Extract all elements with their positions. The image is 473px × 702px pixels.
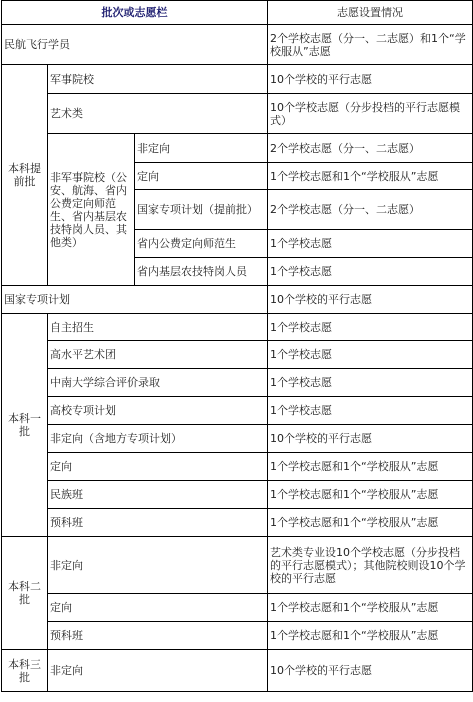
row-setting: 10个学校的平行志愿 — [268, 286, 473, 314]
volunteer-settings-table — [1, 0, 473, 692]
row-setting: 2个学校志愿（分一、二志愿） — [268, 190, 473, 230]
group-label-benke-er: 本科二批 — [2, 537, 48, 650]
table-row — [2, 594, 473, 622]
row-setting: 1个学校志愿和1个“学校服从”志愿 — [268, 509, 473, 537]
row-setting: 1个学校志愿和1个“学校服从”志愿 — [268, 594, 473, 622]
table-row — [2, 622, 473, 650]
row-label: 民航飞行学员 — [2, 25, 268, 65]
row-setting: 1个学校志愿 — [268, 369, 473, 397]
header-setting-column: 志愿设置情况 — [268, 1, 473, 25]
row-setting: 1个学校志愿和1个“学校服从”志愿 — [268, 163, 473, 190]
row-setting: 1个学校志愿 — [268, 397, 473, 425]
row-label: 自主招生 — [48, 314, 268, 341]
row-setting: 10个学校的平行志愿 — [268, 65, 473, 94]
table-row — [2, 25, 473, 65]
table-row — [2, 397, 473, 425]
table-row — [2, 94, 473, 134]
row-setting: 1个学校志愿 — [268, 230, 473, 258]
row-label: 军事院校 — [48, 65, 268, 94]
subgroup-label-feijunshi: 非军事院校（公安、航海、省内公费定向师范生、省内基层农技特岗人员、其他类） — [48, 134, 135, 286]
row-label: 定向 — [48, 453, 268, 481]
row-setting: 1个学校志愿和1个“学校服从”志愿 — [268, 622, 473, 650]
row-label: 省内公费定向师范生 — [135, 230, 268, 258]
row-setting: 艺术类专业设10个学校志愿（分步投档的平行志愿模式）；其他院校则设10个学校的平行志愿 — [268, 537, 473, 594]
row-setting: 1个学校志愿 — [268, 341, 473, 369]
row-label: 中南大学综合评价录取 — [48, 369, 268, 397]
group-label-benke-san: 本科三批 — [2, 650, 48, 692]
row-setting: 1个学校志愿和1个“学校服从”志愿 — [268, 453, 473, 481]
row-setting: 2个学校志愿（分一、二志愿）和1个“学校服从”志愿 — [268, 25, 473, 65]
table-row — [2, 369, 473, 397]
row-label: 非定向（含地方专项计划） — [48, 425, 268, 453]
row-label: 定向 — [48, 594, 268, 622]
table-row — [2, 509, 473, 537]
table-row — [2, 481, 473, 509]
row-setting: 10个学校的平行志愿 — [268, 425, 473, 453]
row-label: 预科班 — [48, 622, 268, 650]
table-row — [2, 650, 473, 692]
row-label: 国家专项计划（提前批） — [135, 190, 268, 230]
row-label: 非定向 — [135, 134, 268, 163]
row-label: 艺术类 — [48, 94, 268, 134]
row-label: 省内基层农技特岗人员 — [135, 258, 268, 286]
row-setting: 1个学校志愿和1个“学校服从”志愿 — [268, 481, 473, 509]
table-row — [2, 425, 473, 453]
row-setting: 2个学校志愿（分一、二志愿） — [268, 134, 473, 163]
row-setting: 10个学校的平行志愿 — [268, 650, 473, 692]
table-row — [2, 537, 473, 594]
row-label: 非定向 — [48, 650, 268, 692]
table-row — [2, 65, 473, 94]
row-label: 非定向 — [48, 537, 268, 594]
row-setting: 1个学校志愿 — [268, 258, 473, 286]
row-setting: 1个学校志愿 — [268, 314, 473, 341]
row-label: 预科班 — [48, 509, 268, 537]
table-row — [2, 286, 473, 314]
table-header-row — [2, 1, 473, 25]
table-row — [2, 134, 473, 163]
table-row — [2, 341, 473, 369]
row-setting: 10个学校志愿（分步投档的平行志愿模式） — [268, 94, 473, 134]
table-row — [2, 453, 473, 481]
row-label: 定向 — [135, 163, 268, 190]
table-row — [2, 314, 473, 341]
row-label: 国家专项计划 — [2, 286, 268, 314]
header-batch-column: 批次或志愿栏 — [2, 1, 268, 25]
row-label: 高水平艺术团 — [48, 341, 268, 369]
group-label-benke-tiqian: 本科提前批 — [2, 65, 48, 286]
row-label: 高校专项计划 — [48, 397, 268, 425]
group-label-benke-yi: 本科一批 — [2, 314, 48, 537]
row-label: 民族班 — [48, 481, 268, 509]
